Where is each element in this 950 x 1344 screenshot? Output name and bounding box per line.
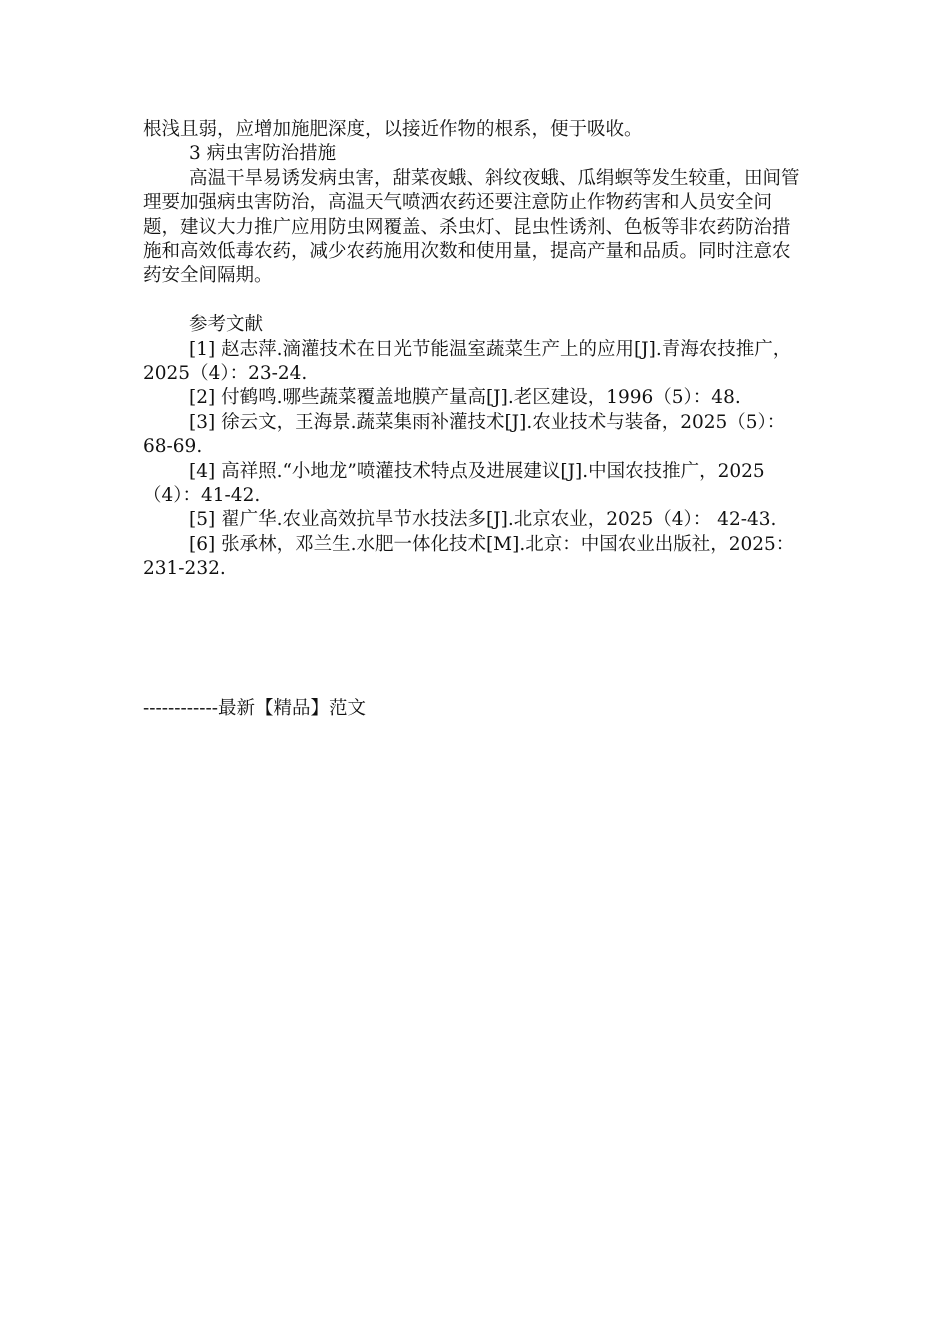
reference-item: [1] 赵志萍.滴灌技术在日光节能温室蔬菜生产上的应用[J].青海农技推广，2025（4）：23-24. bbox=[143, 338, 792, 385]
continuation-paragraph: 根浅且弱，应增加施肥深度，以接近作物的根系，便于吸收。 bbox=[143, 119, 643, 140]
reference-item: [3] 徐云文，王海景.蔬菜集雨补灌技术[J].农业技术与装备，2025（5）：68-69. bbox=[143, 411, 786, 458]
reference-item: [6] 张承林，邓兰生.水肥一体化技术[M].北京：中国农业出版社，2025：231-232. bbox=[143, 533, 795, 580]
paragraph-spacer bbox=[143, 289, 808, 313]
references-heading: 参考文献 bbox=[189, 314, 264, 336]
reference-item: [2] 付鹤鸣.哪些蔬菜覆盖地膜产量高[J].老区建设，1996（5）：48. bbox=[189, 387, 741, 409]
section-paragraph: 高温干旱易诱发病虫害，甜菜夜蛾、斜纹夜蛾、瓜绢螟等发生较重，田间管理要加强病虫害防治，高温天气喷洒农药还要注意防止作物药害和人员安全问题，建议大力推广应用防虫网覆盖、杀虫灯、昆虫性诱剂、色板等非农药防治措施和高效低毒农药，减少农药施用次数和使用量，提高产量和品质。同时注意农药安全间隔期。 bbox=[143, 167, 800, 287]
section-heading: 3 病虫害防治措施 bbox=[189, 143, 337, 165]
document-body bbox=[143, 118, 808, 582]
footer-banner: ------------最新【精品】范文 bbox=[143, 698, 367, 719]
reference-item: [5] 翟广华.农业高效抗旱节水技法多[J].北京农业，2025（4）： 42-43. bbox=[189, 509, 777, 531]
reference-item: [4] 高祥照.“小地龙”喷灌技术特点及进展建议[J].中国农技推广，2025（4）：41-42. bbox=[143, 460, 765, 507]
